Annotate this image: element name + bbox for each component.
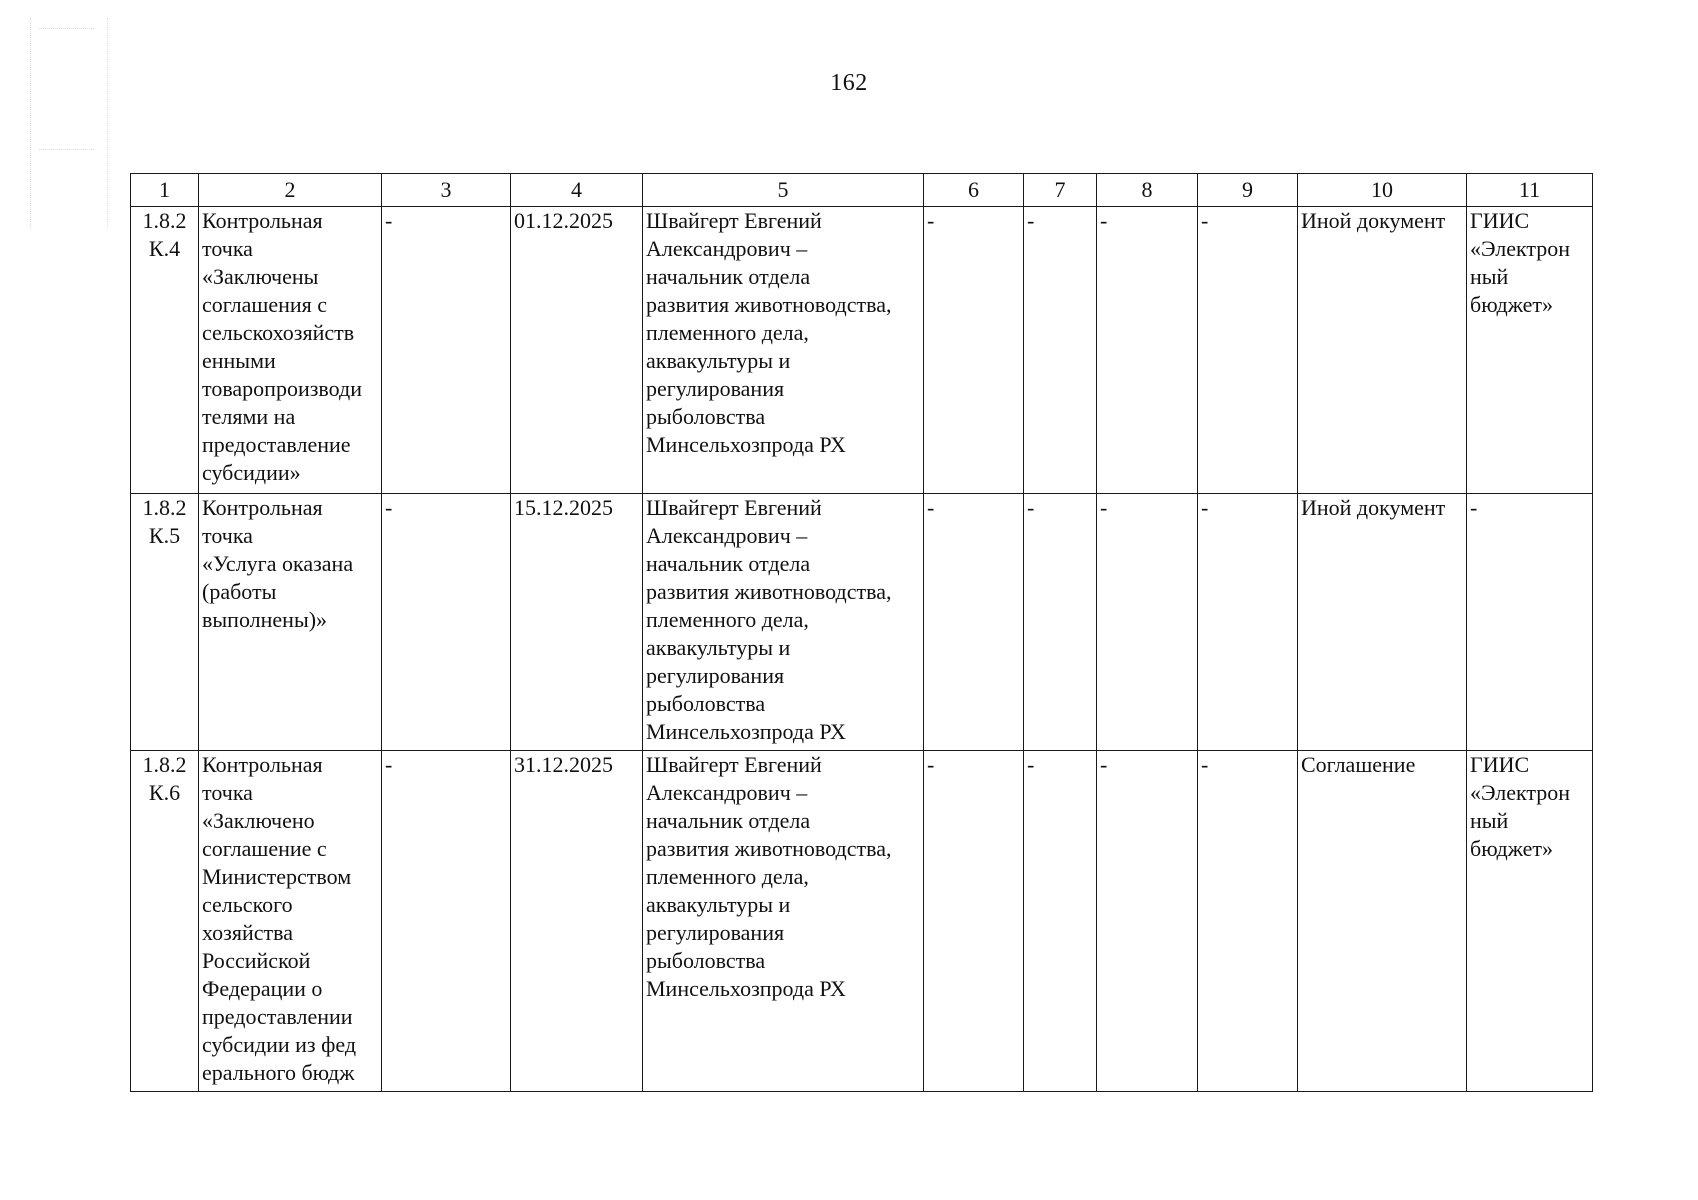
column-header-8: 8 [1097, 174, 1198, 207]
information-system-cell: ГИИС «Электрон ный бюджет» [1467, 207, 1593, 494]
table-row [131, 494, 1593, 751]
column-header-4: 4 [511, 174, 643, 207]
responsible-person-cell: Швайгерт Евгений Александрович – начальник отдела развития животноводства, племенного дела, аквакультуры и регулирования рыболовства Минсельхозпрода РХ [643, 207, 924, 494]
column-9-cell: - [1198, 207, 1298, 494]
responsible-person-cell: Швайгерт Евгений Александрович – начальник отдела развития животноводства, племенного дела, аквакультуры и регулирования рыболовства Минсельхозпрода РХ [643, 751, 924, 1092]
column-header-6: 6 [924, 174, 1024, 207]
document-type-cell: Иной документ [1298, 207, 1467, 494]
column-header-2: 2 [199, 174, 382, 207]
column-6-cell: - [924, 207, 1024, 494]
control-point-name-cell: Контрольная точка «Заключены соглашения с сельскохозяйств енными товаропроизводи телями на предоставление субсидии» [199, 207, 382, 494]
document-type-cell: Иной документ [1298, 494, 1467, 751]
row-code-cell: 1.8.2 К.4 [131, 207, 199, 494]
column-9-cell: - [1198, 751, 1298, 1092]
column-3-cell: - [382, 494, 511, 751]
row-code-cell: 1.8.2 К.6 [131, 751, 199, 1092]
table-row [131, 207, 1593, 494]
scan-margin-marks [30, 18, 108, 228]
column-header-3: 3 [382, 174, 511, 207]
column-header-11: 11 [1467, 174, 1593, 207]
column-3-cell: - [382, 751, 511, 1092]
column-header-5: 5 [643, 174, 924, 207]
column-header-10: 10 [1298, 174, 1467, 207]
table-row [131, 751, 1593, 1092]
column-9-cell: - [1198, 494, 1298, 751]
column-3-cell: - [382, 207, 511, 494]
column-7-cell: - [1024, 494, 1097, 751]
column-8-cell: - [1097, 494, 1198, 751]
responsible-person-cell: Швайгерт Евгений Александрович – начальник отдела развития животноводства, племенного дела, аквакультуры и регулирования рыболовства Минсельхозпрода РХ [643, 494, 924, 751]
column-number-header-row [131, 174, 1593, 207]
column-6-cell: - [924, 751, 1024, 1092]
control-points-table [130, 173, 1593, 1092]
column-7-cell: - [1024, 751, 1097, 1092]
information-system-cell: ГИИС «Электрон ный бюджет» [1467, 751, 1593, 1092]
date-cell: 31.12.2025 [511, 751, 643, 1092]
page-number: 162 [830, 70, 868, 96]
date-cell: 01.12.2025 [511, 207, 643, 494]
column-8-cell: - [1097, 207, 1198, 494]
control-point-name-cell: Контрольная точка «Заключено соглашение с Министерством сельского хозяйства Российской Федерации о предоставлении субсидии из фед ерального бюдж [199, 751, 382, 1092]
column-header-7: 7 [1024, 174, 1097, 207]
column-6-cell: - [924, 494, 1024, 751]
control-point-name-cell: Контрольная точка «Услуга оказана (работы выполнены)» [199, 494, 382, 751]
column-8-cell: - [1097, 751, 1198, 1092]
date-cell: 15.12.2025 [511, 494, 643, 751]
document-type-cell: Соглашение [1298, 751, 1467, 1092]
row-code-cell: 1.8.2 К.5 [131, 494, 199, 751]
column-7-cell: - [1024, 207, 1097, 494]
information-system-cell: - [1467, 494, 1593, 751]
column-header-9: 9 [1198, 174, 1298, 207]
column-header-1: 1 [131, 174, 199, 207]
